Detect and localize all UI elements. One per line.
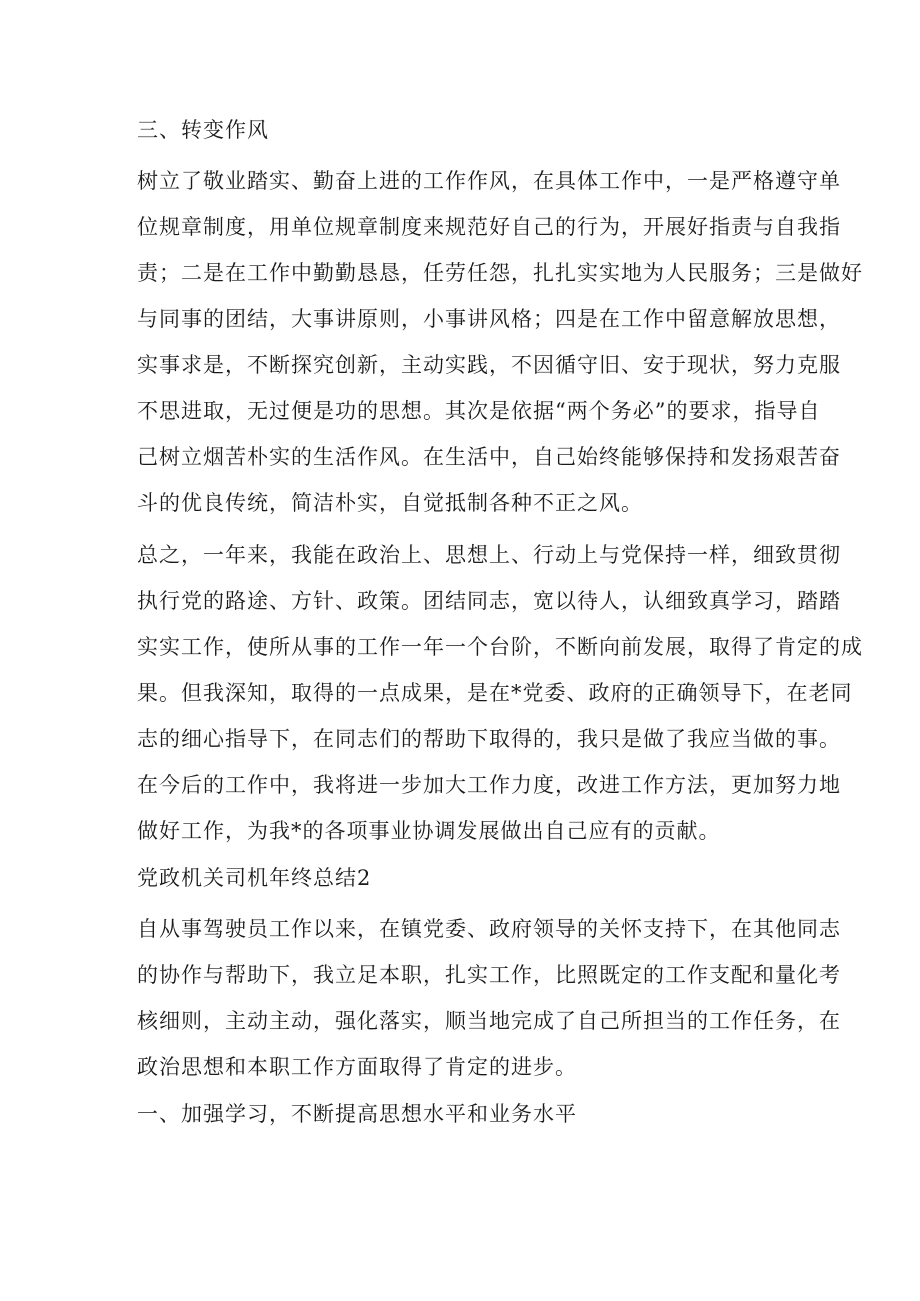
paragraph-line: 己树立烟苦朴实的生活作风。在生活中，自己始终能够保持和发扬艰苦奋 (137, 445, 841, 469)
paragraph-line: 实实工作，使所从事的工作一年一个台阶，不断向前发展，取得了肯定的成 (137, 635, 863, 659)
paragraph-driver-intro (137, 906, 841, 1090)
document-body (137, 112, 863, 1142)
paragraph-line: 的协作与帮助下，我立足本职，扎实工作，比照既定的工作支配和量化考 (137, 963, 841, 987)
paragraph-work-style (137, 158, 863, 526)
section-heading-1: 一、加强学习，不断提高思想水平和业务水平 (137, 1102, 577, 1126)
paragraph-line: 核细则，主动主动，强化落实，顺当地完成了自己所担当的工作任务，在 (137, 1009, 841, 1033)
paragraph-line: 斗的优良传统，简洁朴实，自觉抵制各种不正之风。 (137, 491, 643, 515)
paragraph-line: 执行党的路途、方针、政策。团结同志，宽以待人，认细致真学习，踏踏 (137, 589, 841, 613)
paragraph-line: 与同事的团结，大事讲原则，小事讲风格；四是在工作中留意解放思想， (137, 307, 841, 331)
section-heading-3: 三、转变作风 (137, 118, 269, 142)
paragraph-line: 在今后的工作中，我将进一步加大工作力度，改进工作方法，更加努力地 (137, 773, 841, 797)
paragraph-line: 责；二是在工作中勤勤恳恳，任劳任怨，扎扎实实地为人民服务；三是做好 (137, 261, 863, 285)
paragraph-line: 不思进取，无过便是功的思想。其次是依据“两个务必”的要求，指导自 (137, 399, 821, 423)
paragraph-line: 总之，一年来，我能在政治上、思想上、行动上与党保持一样，细致贯彻 (137, 543, 841, 567)
paragraph-line: 政治思想和本职工作方面取得了肯定的进步。 (137, 1055, 577, 1079)
paragraph-line: 自从事驾驶员工作以来，在镇党委、政府领导的关怀支持下，在其他同志 (137, 917, 841, 941)
paragraph-line: 树立了敬业踏实、勤奋上进的工作作风，在具体工作中，一是严格遵守单 (137, 169, 841, 193)
paragraph-line: 做好工作，为我*的各项事业协调发展做出自己应有的贡献。 (137, 819, 721, 843)
paragraph-line: 志的细心指导下，在同志们的帮助下取得的，我只是做了我应当做的事。 (137, 727, 841, 751)
paragraph-summary (137, 532, 863, 854)
paragraph-line: 果。但我深知，取得的一点成果，是在*党委、政府的正确领导下，在老同 (137, 681, 853, 705)
paragraph-line: 实事求是，不断探究创新，主动实践，不因循守旧、安于现状，努力克服 (137, 353, 841, 377)
paragraph-line: 位规章制度，用单位规章制度来规范好自己的行为，开展好指责与自我指 (137, 215, 841, 239)
document-title-2: 党政机关司机年终总结2 (137, 866, 372, 890)
